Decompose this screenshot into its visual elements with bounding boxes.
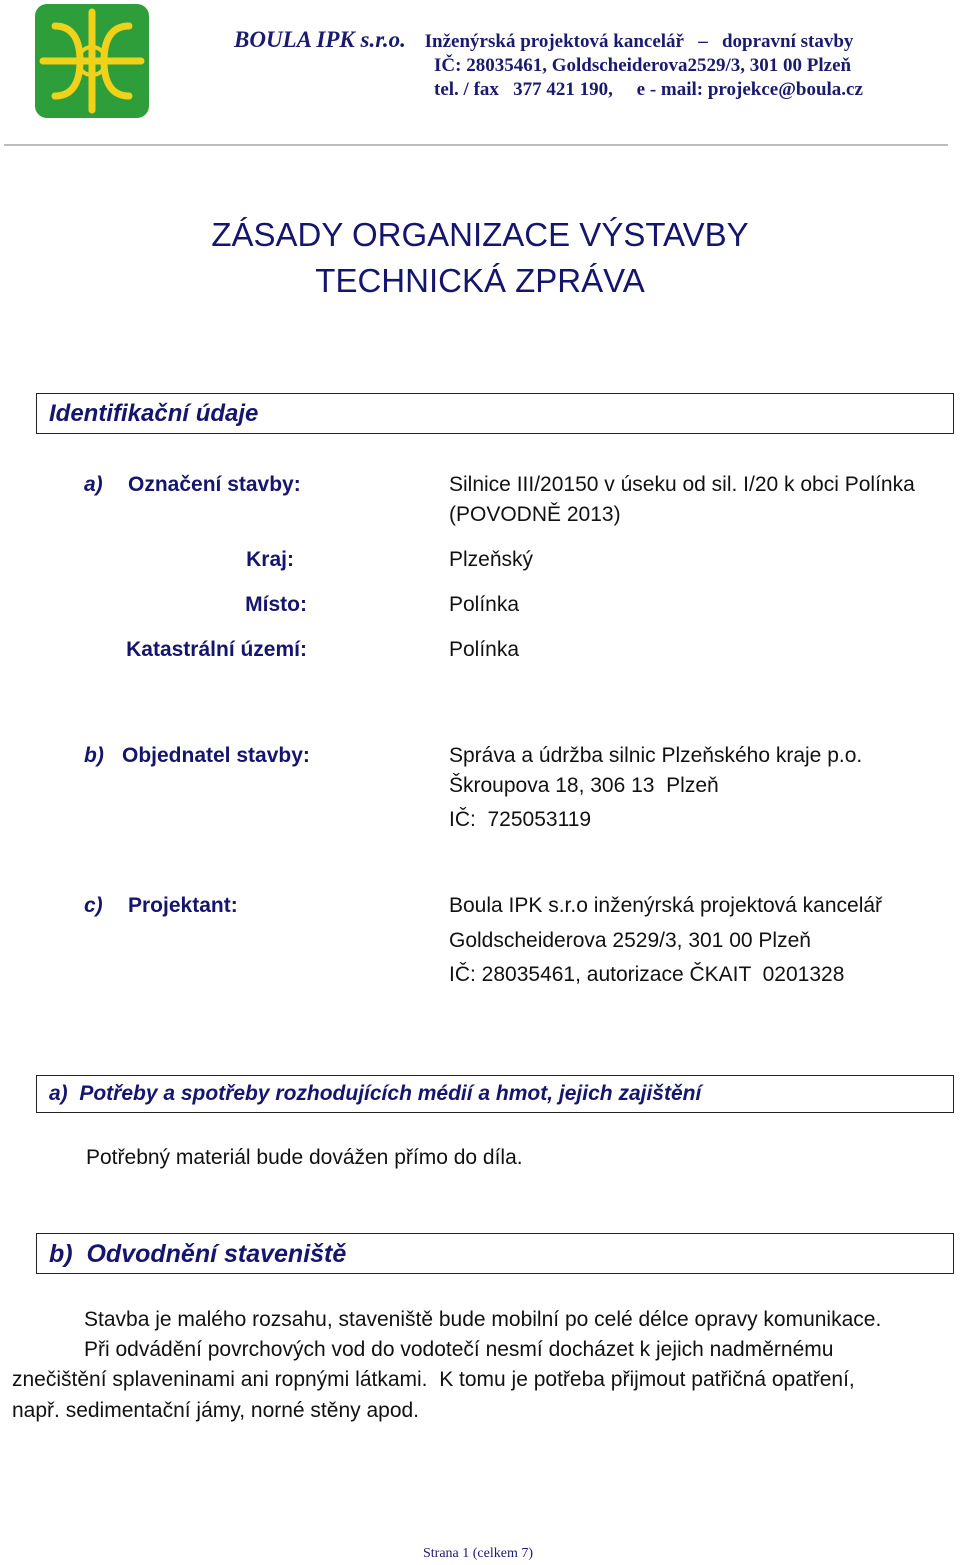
item-c-value3: IČ: 28035461, autorizace ČKAIT 0201328: [449, 963, 845, 986]
section-a-text: Potřebný materiál bude dovážen přímo do díla.: [86, 1146, 523, 1169]
kraj-label: Kraj:: [246, 548, 294, 571]
document-title: ZÁSADY ORGANIZACE VÝSTAVBY: [211, 216, 749, 253]
misto-label: Místo:: [245, 593, 307, 616]
item-a-value: Silnice III/20150 v úseku od sil. I/20 k obci Polínka: [449, 473, 915, 496]
section-b-line2: Při odvádění povrchových vod do vodotečí nesmí docházet k jejich nadměrnému: [84, 1338, 834, 1361]
item-a-value-note: (POVODNĚ 2013): [449, 503, 621, 526]
road-interchange-icon: [35, 4, 149, 118]
section-b-line1: Stavba je malého rozsahu, staveniště bude mobilní po celé délce opravy komunikace.: [84, 1308, 882, 1331]
identification-heading: Identifikační údaje: [49, 400, 259, 427]
company-logo: [35, 4, 149, 118]
item-c-value2: Goldscheiderova 2529/3, 301 00 Plzeň: [449, 929, 811, 952]
identification-section-header: [36, 393, 954, 434]
item-b-value2: Škroupova 18, 306 13 Plzeň: [449, 774, 719, 797]
kraj-value: Plzeňský: [449, 548, 534, 571]
item-b-label: Objednatel stavby:: [122, 744, 310, 767]
item-a-letter: a): [84, 473, 103, 496]
page-number: Strana 1 (celkem 7): [422, 1546, 533, 1561]
item-b-value1: Správa a údržba silnic Plzeňského kraje p.o.: [449, 744, 863, 767]
section-b-heading: b) Odvodnění staveniště: [49, 1240, 347, 1268]
section-b-header: [36, 1233, 954, 1274]
item-c-label: Projektant:: [128, 894, 238, 917]
katastr-value: Polínka: [449, 638, 520, 661]
katastr-label: Katastrální území:: [126, 638, 307, 661]
header-line1: Inženýrská projektová kancelář – dopravní stavby: [424, 31, 854, 52]
misto-value: Polínka: [449, 593, 520, 616]
section-a-header: [36, 1075, 954, 1113]
section-b-line3: znečištění splaveninami ani ropnými látkami. K tomu je potřeba přijmout patřičná opatření,: [12, 1368, 855, 1391]
section-b-line4: např. sedimentační jámy, norné stěny apod.: [12, 1399, 420, 1422]
header-divider: [4, 144, 948, 146]
item-c-letter: c): [84, 894, 103, 917]
header-line2: IČ: 28035461, Goldscheiderova2529/3, 301 00 Plzeň: [434, 55, 852, 76]
item-a-label: Označení stavby:: [128, 473, 301, 496]
item-b-letter: b): [84, 744, 104, 767]
item-c-value1: Boula IPK s.r.o inženýrská projektová kancelář: [449, 894, 883, 917]
company-name: BOULA IPK s.r.o.: [234, 27, 406, 52]
header-line3: tel. / fax 377 421 190, e - mail: projekce@boula.cz: [434, 79, 863, 100]
item-b-value3: IČ: 725053119: [449, 808, 592, 831]
document-subtitle: TECHNICKÁ ZPRÁVA: [315, 262, 645, 299]
header-company-line: [234, 28, 853, 54]
section-a-heading: a) Potřeby a spotřeby rozhodujících médií a hmot, jejich zajištění: [49, 1082, 702, 1105]
